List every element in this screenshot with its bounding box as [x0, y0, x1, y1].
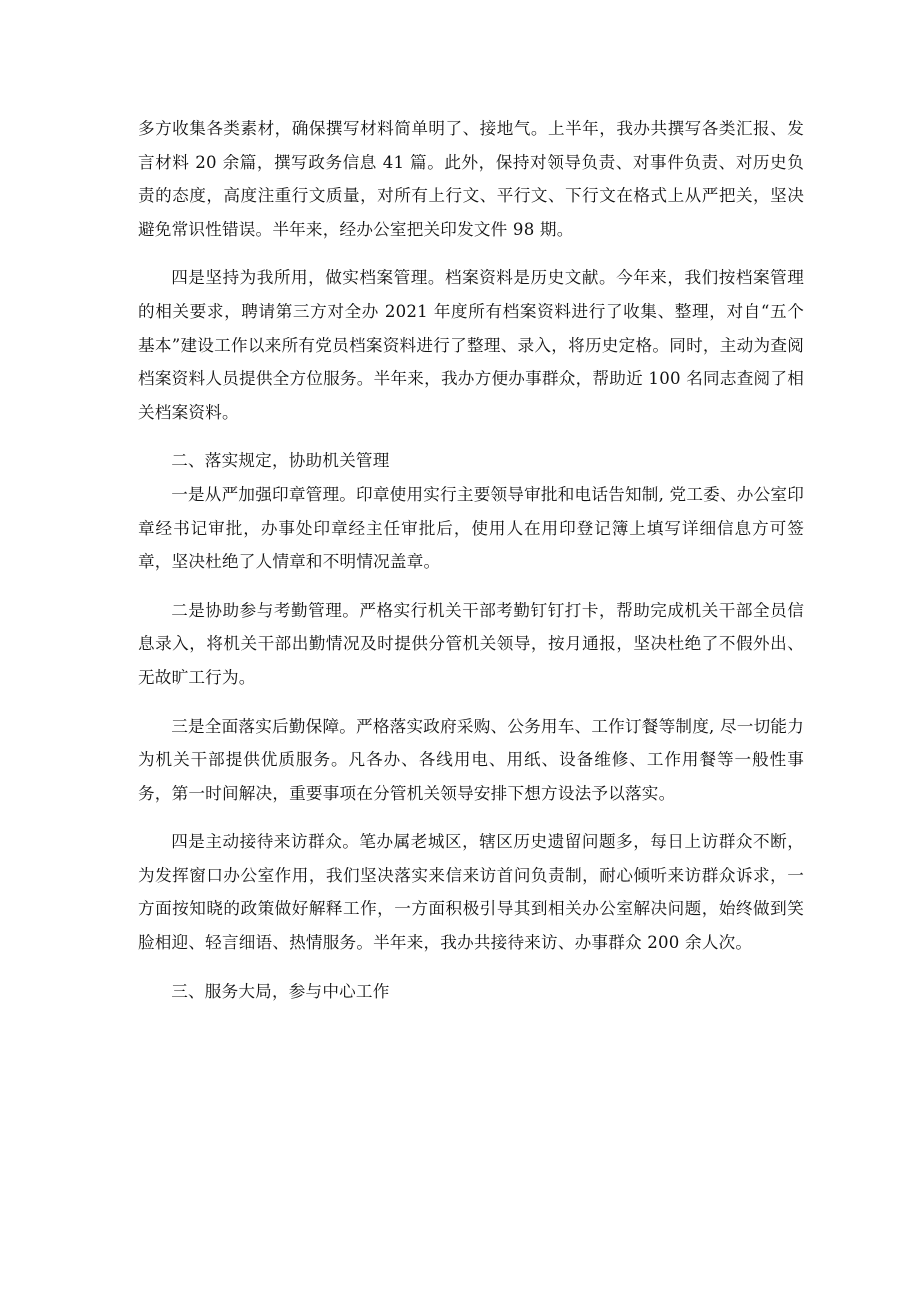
paragraph-visitor-reception: 四是主动接待来访群众。笔办属老城区，辖区历史遗留问题多，每日上访群众不断，为发挥窗口办公室作用，我们坚决落实来信来访首问负责制，耐心倾听来访群众诉求，一方面按知晓的政策做好解释工作，一方面积极引导其到相关办公室解决问题，始终做到笑脸相迎、轻言细语、热情服务。半年来，我办共接待来访、办事群众 200 余人次。 [138, 832, 804, 953]
paragraph-materials-writing: 多方收集各类素材，确保撰写材料简单明了、接地气。上半年，我办共撰写各类汇报、发言材料 20 余篇，撰写政务信息 41 篇。此外，保持对领导负责、对事件负责、对历史负责的态度，高度注重行文质量，对所有上行文、平行文、下行文在格式上从严把关，坚决避免常识性错误。半年来，经办公室把关印发文件 98 期。 [138, 119, 804, 239]
paragraph-logistics-support: 三是全面落实后勤保障。严格落实政府采购、公务用车、工作订餐等制度, 尽一切能力为机关干部提供优质服务。凡各办、各线用电、用纸、设备维修、工作用餐等一般性事务，第一时间解决，重要事项在分管机关领导安排下想方设法予以落实。 [138, 716, 804, 803]
paragraph-seal-management: 一是从严加强印章管理。印章使用实行主要领导审批和电话告知制, 党工委、办公室印章经书记审批，办事处印章经主任审批后，使用人在用印登记簿上填写详细信息方可签章，坚决杜绝了人情章和不明情况盖章。 [138, 484, 804, 572]
document-body [138, 112, 804, 1008]
paragraph-attendance-management: 二是协助参与考勤管理。严格实行机关干部考勤钉钉打卡，帮助完成机关干部全员信息录入，将机关干部出勤情况及时提供分管机关领导，按月通报，坚决杜绝了不假外出、无故旷工行为。 [138, 600, 804, 687]
section-heading-2: 二、落实规定，协助机关管理 [171, 451, 390, 471]
paragraph-archive-management: 四是坚持为我所用，做实档案管理。档案资料是历史文献。今年来，我们按档案管理的相关要求，聘请第三方对全办 2021 年度所有档案资料进行了收集、整理，对自“五个基本”建设工作以来所有党员档案资料进行了整理、录入，将历史定格。同时，主动为查阅档案资料人员提供全方位服务。半年来，我办方便办事群众，帮助近 100 名同志查阅了相关档案资料。 [138, 268, 804, 422]
section-heading-3: 三、服务大局，参与中心工作 [171, 981, 390, 1001]
